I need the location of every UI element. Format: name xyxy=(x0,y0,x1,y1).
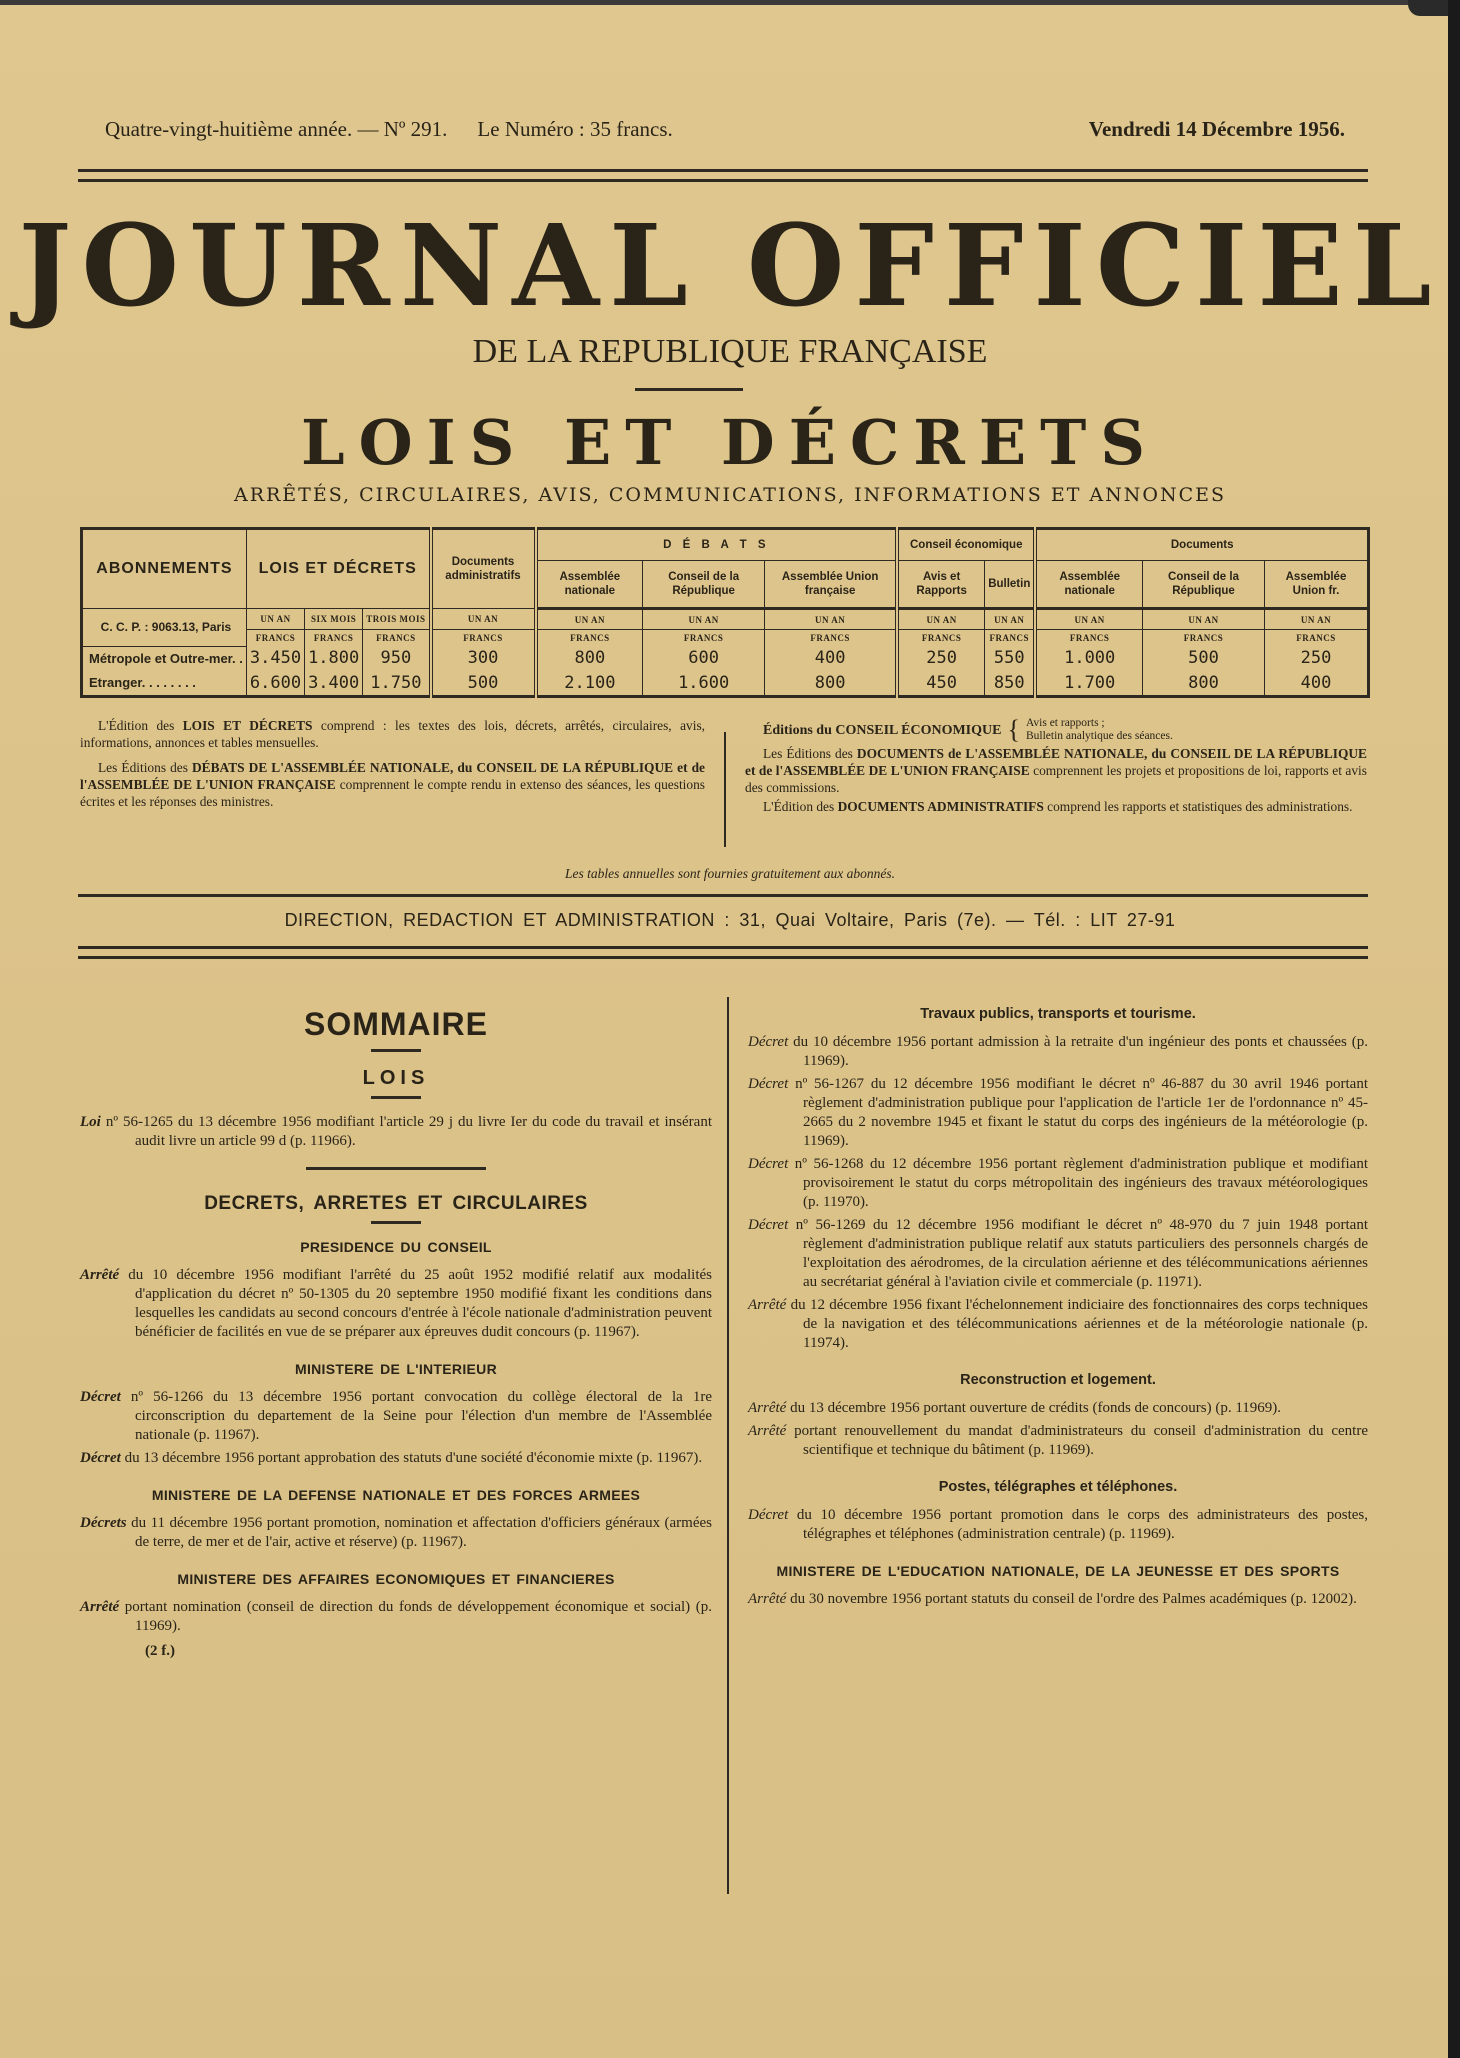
price-cell: 400 xyxy=(1265,671,1369,697)
col-ce-bull: Bulletin xyxy=(985,561,1036,609)
rule xyxy=(371,1049,421,1052)
price-cell: 500 xyxy=(1143,646,1265,671)
note-debats: Les Éditions des DÉBATS DE L'ASSEMBLÉE NATIONALE, du CONSEIL DE LA RÉPUBLIQUE et de l'ASSEMBLÉE DE L'UNION FRANÇAISE comprennent le compte rendu in extenso des séances, les questions écrites et les réponses des ministres. xyxy=(80,760,705,809)
entry-type: Décret xyxy=(748,1076,789,1092)
price-cell: 800 xyxy=(536,646,643,671)
note-documents: Les Éditions des DOCUMENTS de L'ASSEMBLÉE NATIONALE, du CONSEIL DE LA RÉPUBLIQUE et de l'ASSEMBLÉE DE L'UNION FRANÇAISE comprennent les projets et propositions de loi, rapports et avis des commissions. xyxy=(745,746,1367,795)
entry-type: Décret xyxy=(748,1034,789,1050)
price-cell: 400 xyxy=(765,646,897,671)
unit-cell: FRANCS xyxy=(765,630,897,647)
section-heading: Travaux publics, transports et tourisme. xyxy=(920,1006,1196,1022)
entry-text: nº 56-1267 du 12 décembre 1956 modifiant le décret nº 46-887 du 30 avril 1946 portant règlement d'administration publique pour l'application de l'article 1er de l'ordonnance nº 45-2665 du 2 novembre 1945 et fixant le statut du corps des ingénieurs de la météorologie (p. 11969). xyxy=(788,1076,1368,1149)
entry-type: Arrêté xyxy=(748,1400,787,1416)
price-cell: 550 xyxy=(985,646,1036,671)
price-cell: 3.400 xyxy=(305,671,363,697)
rule xyxy=(306,1167,486,1170)
sommaire-entry[interactable]: Loi nº 56-1265 du 13 décembre 1956 modifiant l'article 29 j du livre Ier du code du travail et insérant audit livre un article 99 d (p. 11966). xyxy=(80,1114,712,1149)
sommaire-entry[interactable] xyxy=(80,1449,712,1468)
issue-date: Vendredi 14 Décembre 1956. xyxy=(1088,117,1345,141)
entry-type: Arrêté xyxy=(80,1267,120,1283)
rule xyxy=(371,1221,421,1224)
col-deb-uf: Assemblée Union française xyxy=(765,561,897,609)
rule xyxy=(371,1096,421,1099)
entry-text: du 10 décembre 1956 portant admission à la retraite d'un ingénieur des ponts et chaussées (p. 11969). xyxy=(788,1034,1368,1069)
direction-address: DIRECTION, REDACTION ET ADMINISTRATION : 31, Quai Voltaire, Paris (7e). — Tél. : LIT 27-91 xyxy=(284,910,1176,930)
price-cell: 1.700 xyxy=(1035,671,1142,697)
entry-text: portant renouvellement du mandat d'administrateurs du conseil d'administration du centre scientifique et technique du bâtiment (p. 11969). xyxy=(786,1423,1368,1458)
entry-type: Arrêté xyxy=(748,1591,787,1607)
unit-cell: FRANCS xyxy=(897,630,985,647)
price-cell: 450 xyxy=(897,671,985,697)
entry-type: Décret xyxy=(748,1156,789,1172)
entry-type: Décret xyxy=(748,1217,789,1233)
documents-header: Documents xyxy=(1035,529,1368,561)
price-cell: 500 xyxy=(431,671,536,697)
unit-cell: FRANCS xyxy=(985,630,1036,647)
note-lois-decrets: L'Édition des LOIS ET DÉCRETS comprend : les textes des lois, décrets, arrêtés, circulaires, avis, informations, annonces et tables mensuelles. xyxy=(80,718,705,750)
price-cell: 1.600 xyxy=(643,671,765,697)
col-doc-uf: Assemblée Union fr. xyxy=(1265,561,1369,609)
period-cell: UN AN xyxy=(431,609,536,630)
note-docs-admin: L'Édition des DOCUMENTS ADMINISTRATIFS comprend les rapports et statistiques des administrations. xyxy=(763,799,1353,814)
sommaire-entry[interactable] xyxy=(748,1422,1368,1460)
sommaire-title: SOMMAIRE xyxy=(304,1006,488,1042)
entry-type: Arrêté xyxy=(80,1599,120,1615)
period-cell: UN AN xyxy=(985,609,1036,630)
section-heading: MINISTERE DE L'INTERIEUR xyxy=(295,1361,497,1377)
unit-cell: FRANCS xyxy=(1035,630,1142,647)
torn-corner xyxy=(1408,0,1448,16)
section-heading: MINISTERE DES AFFAIRES ECONOMIQUES ET FINANCIERES xyxy=(177,1571,615,1587)
decrets-heading: DECRETS, ARRETES ET CIRCULAIRES xyxy=(204,1193,588,1214)
period-cell: UN AN xyxy=(1035,609,1142,630)
entry-type: Arrêté xyxy=(748,1297,787,1313)
period-cell: TROIS MOIS xyxy=(363,609,431,630)
sommaire-entry[interactable] xyxy=(80,1388,712,1445)
period-cell: UN AN xyxy=(643,609,765,630)
col-doc-cr: Conseil de la République xyxy=(1143,561,1265,609)
period-cell: UN AN xyxy=(246,609,304,630)
sommaire-entry[interactable] xyxy=(748,1033,1368,1071)
entry-type: Décrets xyxy=(80,1515,127,1531)
price-cell: 3.450 xyxy=(246,646,304,671)
ccp-number: C. C. P. : 9063.13, Paris xyxy=(82,609,247,647)
entry-text: du 10 décembre 1956 portant promotion dans le corps des administrateurs des postes, télégraphes et téléphones (administration centrale) (p. 11969). xyxy=(788,1507,1368,1542)
subscription-table xyxy=(80,527,1370,698)
sommaire-entry[interactable] xyxy=(748,1155,1368,1212)
section-heading: Postes, télégraphes et téléphones. xyxy=(938,1479,1178,1495)
period-cell: UN AN xyxy=(1265,609,1369,630)
price-cell: 2.100 xyxy=(536,671,643,697)
unit-cell: FRANCS xyxy=(1265,630,1369,647)
entry-text: du 10 décembre 1956 modifiant l'arrêté du 25 août 1952 modifié relatif aux modalités d'application du décret nº 50-1305 du 20 septembre 1950 modifié fixant les conditions dans lesquelles les candidats au second concours d'entrée à l'école nationale d'administration peuvent bénéficier de facilités en vue de se préparer aux épreuves dudit concours (p. 11967). xyxy=(119,1267,712,1340)
col-doc-an: Assemblée nationale xyxy=(1035,561,1142,609)
section-heading: Reconstruction et logement. xyxy=(960,1372,1156,1388)
period-cell: SIX MOIS xyxy=(305,609,363,630)
price-cell: 1.800 xyxy=(305,646,363,671)
rule xyxy=(78,894,1368,897)
unit-cell: FRANCS xyxy=(305,630,363,647)
brace-icon: { xyxy=(1007,715,1020,744)
issue-year-number: Quatre-vingt-huitième année. — Nº 291. xyxy=(105,117,448,141)
sommaire-entry[interactable] xyxy=(80,1514,712,1552)
period-cell: UN AN xyxy=(897,609,985,630)
row-label-etranger: Etranger. . . . . . . . xyxy=(89,675,196,690)
unit-cell: FRANCS xyxy=(363,630,431,647)
lois-heading: LOIS xyxy=(362,1067,430,1089)
entry-type: Décret xyxy=(748,1507,789,1523)
sommaire-entry[interactable] xyxy=(80,1598,712,1636)
sommaire-entry[interactable] xyxy=(748,1296,1368,1353)
price-cell: 600 xyxy=(643,646,765,671)
docadmin-header: Documents administratifs xyxy=(431,529,536,609)
col-deb-cr: Conseil de la République xyxy=(643,561,765,609)
price-cell: 250 xyxy=(1265,646,1369,671)
entry-text: du 11 décembre 1956 portant promotion, nomination et affectation d'officiers généraux (armées de terre, de mer et de l'air, active et réserve) (p. 11967). xyxy=(126,1515,712,1550)
entry-type: Décret xyxy=(80,1389,121,1405)
sommaire-entry[interactable] xyxy=(748,1075,1368,1151)
debats-header: D É B A T S xyxy=(536,529,898,561)
entry-text: du 13 décembre 1956 portant ouverture de crédits (fonds de concours) (p. 11969). xyxy=(786,1400,1282,1416)
unit-cell: FRANCS xyxy=(246,630,304,647)
price-cell: 950 xyxy=(363,646,431,671)
col-deb-an: Assemblée nationale xyxy=(536,561,643,609)
sommaire-entry[interactable] xyxy=(80,1266,712,1342)
page-footer-count: (2 f.) xyxy=(145,1643,175,1659)
sommaire-entry[interactable] xyxy=(748,1506,1368,1544)
entry-text: du 30 novembre 1956 portant statuts du conseil de l'ordre des Palmes académiques (p. 12002). xyxy=(786,1591,1357,1607)
price-cell: 1.000 xyxy=(1035,646,1142,671)
double-rule xyxy=(78,169,1368,182)
entry-text: nº 56-1266 du 13 décembre 1956 portant convocation du collège électoral de la 1re circonscription du departement de la Seine pour l'élection d'un membre de l'Assemblée nationale (p. 11967). xyxy=(120,1389,712,1443)
title-separator xyxy=(635,388,743,391)
unit-cell: FRANCS xyxy=(643,630,765,647)
entry-text: nº 56-1269 du 12 décembre 1956 modifiant le décret nº 48-970 du 7 juin 1948 portant règlement d'administration publique relatif aux statuts particuliers des personnels chargés de l'exploitation des aérodromes, de la circulation aérienne et des télécommunications aériennes au secrétariat général à l'aviation civile et commerciale (p. 11971). xyxy=(788,1217,1368,1290)
section-heading: MINISTERE DE L'EDUCATION NATIONALE, DE LA JEUNESSE ET DES SPORTS xyxy=(776,1563,1340,1579)
period-cell: UN AN xyxy=(536,609,643,630)
entry-text: du 12 décembre 1956 fixant l'échelonnement indiciaire des fonctionnaires des corps techniques de la navigation et des télécommunications aériennes et de la météorologie nationale (p. 11974). xyxy=(786,1297,1368,1351)
sommaire-entry[interactable] xyxy=(748,1590,1368,1609)
scan-edge-top xyxy=(0,0,1460,5)
column-divider xyxy=(727,997,729,1894)
sommaire-left-column xyxy=(80,995,712,1661)
edition-title: LOIS ET DÉCRETS xyxy=(300,406,1159,479)
price-cell: 800 xyxy=(765,671,897,697)
price-cell: 850 xyxy=(985,671,1036,697)
unit-cell: FRANCS xyxy=(431,630,536,647)
masthead-line xyxy=(105,117,1345,142)
lois-decrets-header: LOIS ET DÉCRETS xyxy=(246,529,430,609)
issue-price: Le Numéro : 35 francs. xyxy=(477,117,673,141)
price-cell: 300 xyxy=(431,646,536,671)
sommaire-entry[interactable] xyxy=(748,1216,1368,1292)
sommaire-right-column xyxy=(748,995,1368,1613)
price-cell: 1.750 xyxy=(363,671,431,697)
price-cell: 800 xyxy=(1143,671,1265,697)
note-conseil-eco: Éditions du CONSEIL ÉCONOMIQUE { Avis et rapports ; Bulletin analytique des séances. xyxy=(763,715,1173,744)
notes-right xyxy=(745,717,1367,817)
entry-text: portant nomination (conseil de direction du fonds de développement économique et social) (p. 11969). xyxy=(119,1599,712,1634)
journal-subtitle: DE LA REPUBLIQUE FRANÇAISE xyxy=(472,333,988,370)
unit-cell: FRANCS xyxy=(1143,630,1265,647)
double-rule xyxy=(78,946,1368,959)
journal-title: JOURNAL OFFICIEL xyxy=(18,201,1442,332)
section-heading: PRESIDENCE DU CONSEIL xyxy=(300,1239,492,1255)
price-cell: 6.600 xyxy=(246,671,304,697)
entry-text: nº 56-1268 du 12 décembre 1956 portant règlement d'administration publique et modifiant provisoirement le statut du corps métropolitain des ingénieurs des travaux météorologiques (p. 11970). xyxy=(788,1156,1368,1210)
notes-divider xyxy=(724,732,726,847)
unit-cell: FRANCS xyxy=(536,630,643,647)
tables-note: Les tables annuelles sont fournies gratuitement aux abonnés. xyxy=(565,866,895,881)
entry-text: du 13 décembre 1956 portant approbation des statuts d'une société d'économie mixte (p. 11967). xyxy=(120,1450,703,1466)
abonnements-header: ABONNEMENTS xyxy=(82,529,247,609)
edition-contents: ARRÊTÉS, CIRCULAIRES, AVIS, COMMUNICATIONS, INFORMATIONS ET ANNONCES xyxy=(233,484,1227,506)
notes-left xyxy=(80,717,705,818)
col-ce-avis: Avis et Rapports xyxy=(897,561,985,609)
entry-type: Arrêté xyxy=(748,1423,787,1439)
conseil-eco-header: Conseil économique xyxy=(897,529,1035,561)
period-cell: UN AN xyxy=(1143,609,1265,630)
sommaire-entry[interactable] xyxy=(748,1399,1368,1418)
row-label-metropole: Métropole et Outre-mer. . xyxy=(89,651,243,666)
entry-type: Décret xyxy=(80,1450,121,1466)
price-cell: 250 xyxy=(897,646,985,671)
period-cell: UN AN xyxy=(765,609,897,630)
section-heading: MINISTERE DE LA DEFENSE NATIONALE ET DES FORCES ARMEES xyxy=(151,1487,641,1503)
